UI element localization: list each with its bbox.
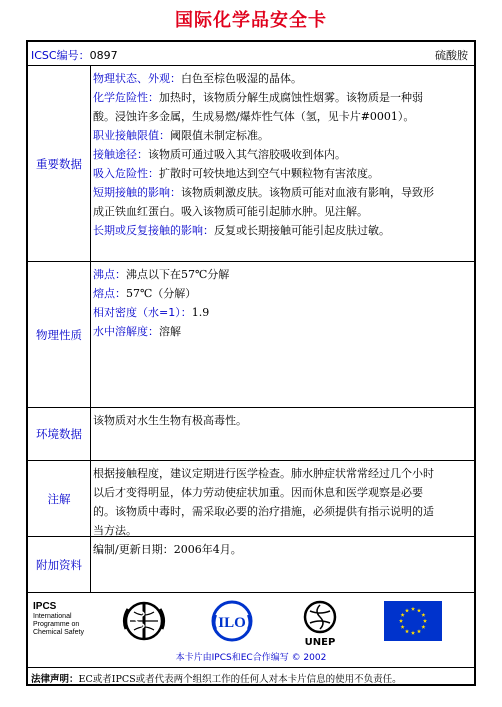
field-value: 扩散时可较快地达到空气中颗粒物有害浓度。: [159, 167, 379, 180]
content-line: [93, 69, 470, 88]
section-important-data: [28, 66, 474, 262]
section-physical-properties: [28, 262, 474, 408]
content-line: [93, 183, 470, 202]
svg-text:UNEP: UNEP: [304, 637, 336, 648]
content-line: [93, 88, 470, 107]
field-value: 根据接触程度，建议定期进行医学检查。肺水肿症状常常经过几个小时: [93, 467, 434, 480]
section-label: 物理性质: [28, 262, 91, 407]
field-key: 相对密度（水=1）：: [93, 306, 192, 319]
section-content: [91, 262, 474, 407]
content-line: [93, 126, 470, 145]
field-value: 以后才变得明显，体力劳动使症状加重。因而休息和医学观察是必要: [93, 486, 423, 499]
field-key: 熔点：: [93, 287, 126, 300]
field-key: 沸点：: [93, 268, 126, 281]
section-additional-info: [28, 537, 474, 593]
content-line: [93, 483, 470, 502]
field-key: 职业接触限值：: [93, 129, 170, 142]
section-label: 环境数据: [28, 408, 91, 460]
field-value: 57℃（分解）: [126, 287, 197, 300]
field-value: 加热时，该物质分解生成腐蚀性烟雾。该物质是一种弱: [159, 91, 423, 104]
field-value: 成正铁血红蛋白。吸入该物质可能引起肺水肿。见注解。: [93, 205, 368, 218]
content-line: [93, 265, 470, 284]
content-line: [93, 303, 470, 322]
card-header: [28, 42, 474, 66]
unep-emblem-icon: [296, 599, 344, 649]
content-line: [93, 221, 470, 240]
field-value: 溶解: [159, 325, 181, 338]
content-line: [93, 322, 470, 341]
field-value: 白色至棕色吸湿的晶体。: [181, 72, 302, 85]
field-value: 的。该物质中毒时，需采取必要的治疗措施，必须提供有指示说明的适: [93, 505, 434, 518]
section-content: [91, 66, 474, 261]
field-value: 阈限值未制定标准。: [170, 129, 269, 142]
field-key: 短期接触的影响：: [93, 186, 181, 199]
content-line: [93, 284, 470, 303]
section-label: 注解: [28, 461, 91, 536]
field-value: 反复或长期接触可能引起皮肤过敏。: [214, 224, 390, 237]
icsc-code-value: 0897: [89, 49, 118, 62]
section-notes: [28, 461, 474, 537]
organization-logos: [28, 593, 474, 668]
section-environment: [28, 408, 474, 461]
content-line: [93, 464, 470, 483]
field-value: 该物质可通过吸入其气溶胶吸收到体内。: [148, 148, 346, 161]
content-line: [93, 107, 470, 126]
field-key: 接触途径：: [93, 148, 148, 161]
section-content: [91, 461, 474, 536]
field-value: 编制/更新日期：2006年4月。: [93, 543, 242, 556]
field-value: 1.9: [191, 306, 210, 319]
content-line: [93, 202, 470, 221]
chemical-name: 硫酸胺: [435, 49, 468, 62]
section-label: 附加资料: [28, 537, 91, 592]
who-emblem-icon: [120, 599, 168, 645]
icsc-code-label: ICSC编号：: [31, 49, 90, 62]
field-key: 长期或反复接触的影响：: [93, 224, 214, 237]
svg-text:ILO: ILO: [218, 615, 246, 631]
field-key: 物理状态、外观：: [93, 72, 181, 85]
content-line: [93, 540, 470, 559]
field-value: 该物质刺激皮肤。该物质可能对血液有影响，导致形: [181, 186, 434, 199]
legal-notice: 法律声明：EC或者IPCS或者代表两个组织工作的任何人对本卡片信息的使用不负责任。: [31, 674, 402, 685]
field-key: 化学危险性：: [93, 91, 159, 104]
section-content: [91, 408, 474, 460]
ipcs-logo: IPCS International Programme on Chemical Safety: [33, 601, 84, 636]
ilo-emblem-icon: [208, 599, 256, 645]
content-line: [93, 164, 470, 183]
field-key: 水中溶解度：: [93, 325, 159, 338]
credit-text: 本卡片由IPCS和EC合作编写 © 2002: [175, 653, 327, 663]
field-value: 当方法。: [93, 524, 137, 537]
eu-flag-icon: [384, 601, 442, 641]
field-value: 沸点以下在57℃分解: [126, 268, 230, 281]
content-line: [93, 411, 470, 430]
section-content: [91, 537, 474, 592]
content-line: [93, 502, 470, 521]
field-value: 酸。浸蚀许多金属，生成易燃/爆炸性气体（氢，见卡片#0001）。: [93, 110, 415, 123]
icsc-card: [26, 40, 476, 686]
section-label: 重要数据: [28, 66, 91, 261]
field-value: 该物质对水生生物有极高毒性。: [93, 414, 247, 427]
field-key: 吸入危险性：: [93, 167, 159, 180]
content-line: [93, 145, 470, 164]
card-title: 国际化学品安全卡: [175, 10, 327, 31]
